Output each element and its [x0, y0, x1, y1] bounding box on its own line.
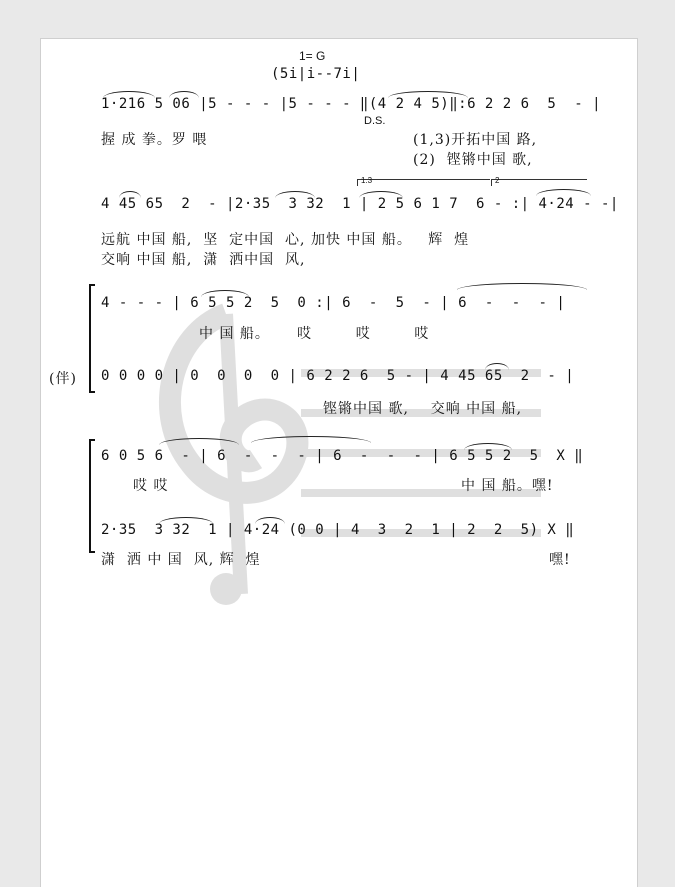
- line1-notes: 1·216 5 06 |5 - - - |5 - - - ‖(4 2 4 5)‖:6 2 2 6 5 - |: [101, 96, 602, 112]
- line2-lyrics-b: 交响 中国 船, 潇 洒中国 风,: [101, 252, 306, 268]
- slur: [119, 191, 141, 198]
- line2-lyrics-a: 远航 中国 船, 坚 定中国 心, 加快 中国 船。 辉 煌: [101, 232, 470, 248]
- score-page: [40, 38, 638, 887]
- system1-lower-notes: 0 0 0 0 | 0 0 0 0 | 6 2 2 6 5 - | 4 45 65 2 - |: [101, 368, 575, 384]
- system2-lower-lyrics-right: 嘿!: [549, 552, 571, 568]
- slur: [359, 191, 403, 198]
- intro-phrase: (5i|i--7i|: [271, 66, 361, 82]
- line1-lyrics-a: 握 成 拳。罗 喂: [101, 132, 208, 148]
- system2-lower-notes: 2·35 3 32 1 | 4·24 (0 0 | 4 3 2 1 | 2 2 5) X ‖: [101, 522, 575, 538]
- system2-upper-lyrics-right: 中 国 船。嘿!: [461, 478, 554, 494]
- volta-second-label: 2: [495, 176, 500, 185]
- slur: [201, 290, 249, 297]
- line2-notes: 4 45 65 2 - |2·35 3 32 1 | 2 5 6 1 7 6 - :| 4·24 - -|: [101, 196, 619, 212]
- slur: [159, 517, 213, 524]
- slur: [255, 517, 285, 524]
- key-signature: 1= G: [299, 49, 326, 63]
- slur: [388, 91, 468, 98]
- slur: [485, 363, 509, 370]
- system2-upper-notes: 6 0 5 6 - | 6 - - - | 6 - - - | 6 5 5 2 5 X ‖: [101, 448, 584, 464]
- volta-first-label: 1.3: [361, 176, 373, 185]
- slur: [169, 91, 199, 98]
- slur: [457, 283, 587, 290]
- ds-marking: D.S.: [364, 115, 386, 127]
- slur: [103, 91, 155, 98]
- system-brace: [89, 439, 95, 553]
- slur: [275, 191, 315, 198]
- system2-lower-lyrics-left: 潇 洒 中 国 风, 辉 煌: [101, 552, 261, 568]
- system-brace: [89, 284, 95, 393]
- volta-first: [357, 179, 490, 186]
- slur: [159, 438, 239, 445]
- volta-second: [491, 179, 587, 186]
- accompaniment-label: (伴): [49, 371, 77, 387]
- slur: [536, 189, 591, 196]
- slur: [464, 443, 512, 450]
- line1-lyrics-b1: (1,3)开拓中国 路,: [413, 132, 538, 148]
- system1-lower-lyrics: 铿锵中国 歌, 交响 中国 船,: [323, 401, 523, 417]
- system1-upper-notes: 4 - - - | 6 5 5 2 5 0 :| 6 - 5 - | 6 - - - |: [101, 295, 566, 311]
- system2-upper-lyrics-left: 哎 哎: [133, 478, 169, 494]
- system1-upper-lyrics: 中 国 船。 哎 哎 哎: [199, 326, 430, 342]
- line1-lyrics-b2: (2) 铿锵中国 歌,: [413, 152, 533, 168]
- slur: [251, 436, 371, 443]
